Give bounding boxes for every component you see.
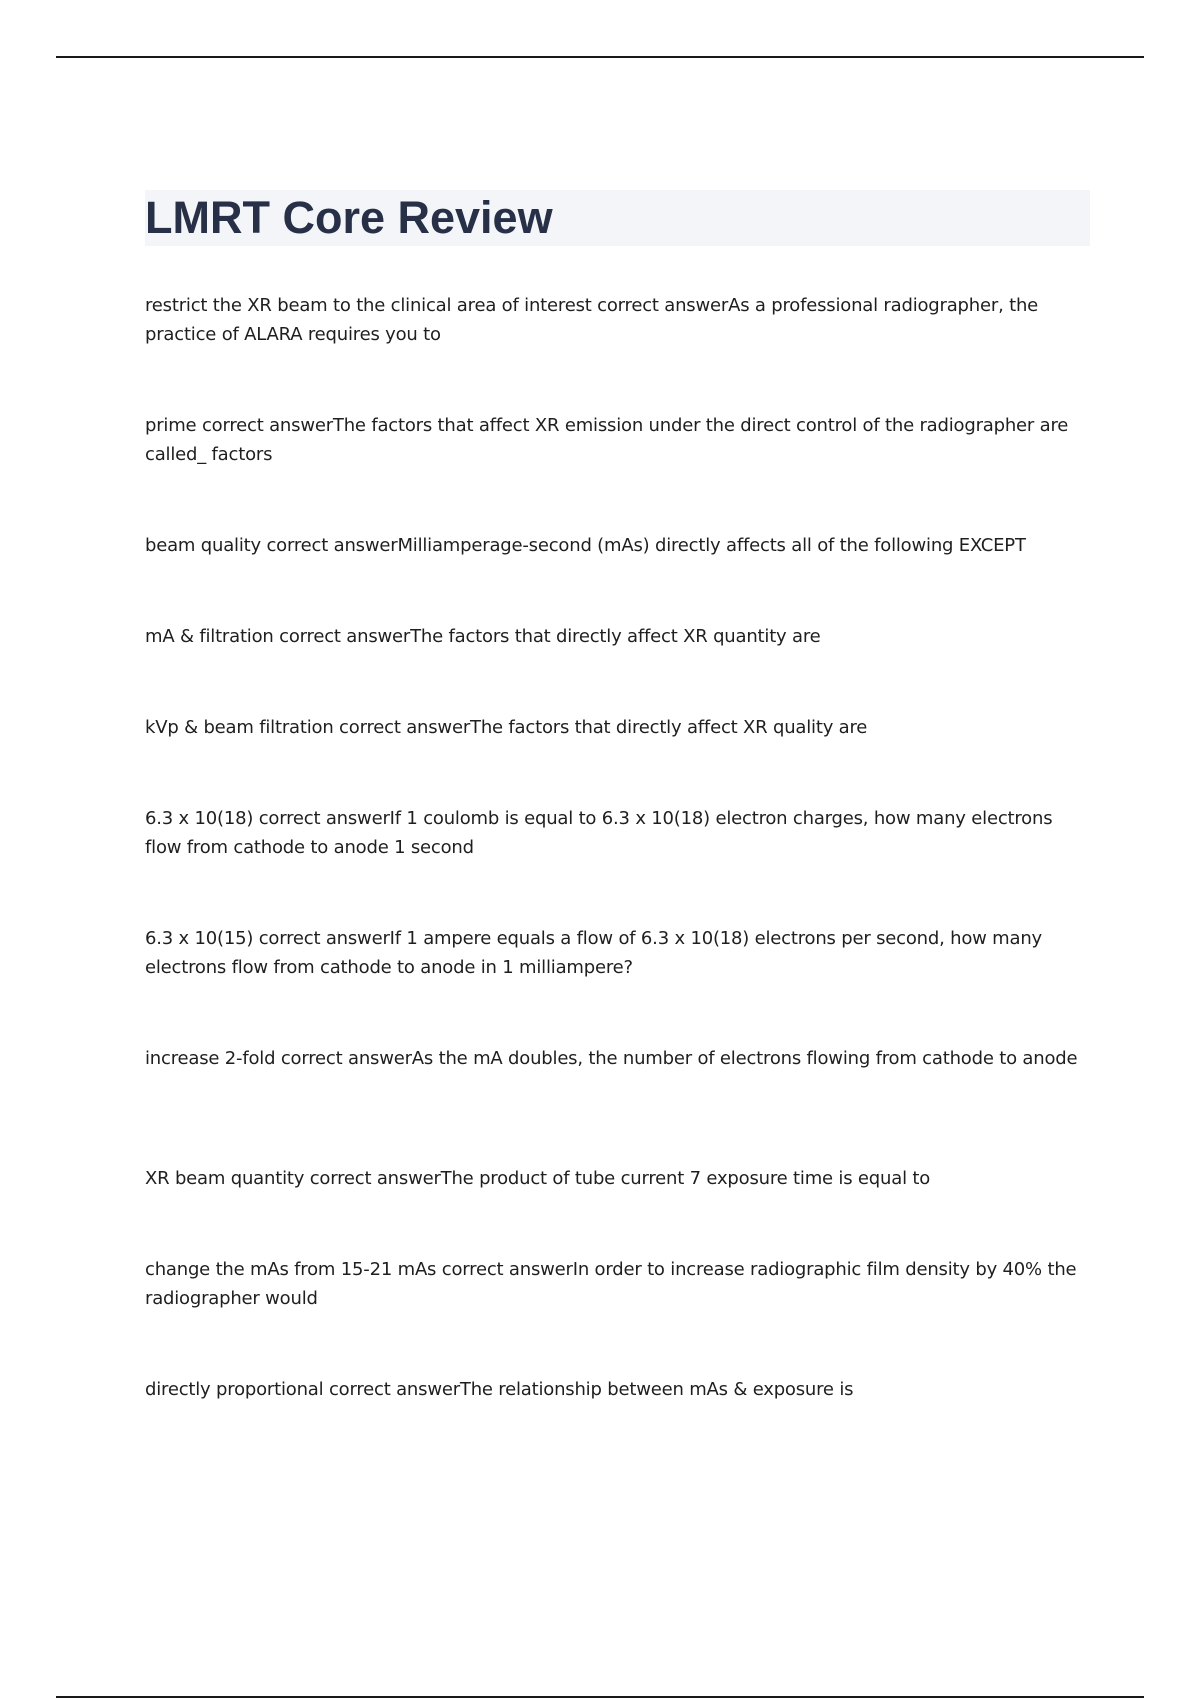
title-band	[145, 190, 1090, 246]
qa-item-4: mA & filtration correct answerThe factors that directly affect XR quantity are	[145, 626, 821, 647]
header-rule	[56, 56, 1144, 58]
qa-item-10: change the mAs from 15-21 mAs correct answerIn order to increase radiographic film density by 40% the radiographer would	[145, 1259, 1077, 1309]
qa-item-6: 6.3 x 10(18) correct answerIf 1 coulomb is equal to 6.3 x 10(18) electron charges, how many electrons flow from cathode to anode 1 second	[145, 808, 1053, 858]
qa-item-1: restrict the XR beam to the clinical area of interest correct answerAs a professional radiographer, the practice of ALARA requires you to	[145, 295, 1039, 345]
qa-item-2: prime correct answerThe factors that affect XR emission under the direct control of the radiographer are called_ factors	[145, 415, 1069, 465]
qa-item-7: 6.3 x 10(15) correct answerIf 1 ampere equals a flow of 6.3 x 10(18) electrons per second, how many electrons flow from cathode to anode in 1 milliampere?	[145, 928, 1042, 978]
qa-item-11: directly proportional correct answerThe relationship between mAs & exposure is	[145, 1379, 854, 1400]
footer-rule	[56, 1696, 1144, 1698]
qa-item-3: beam quality correct answerMilliamperage-second (mAs) directly affects all of the following EXCEPT	[145, 535, 1026, 556]
qa-item-8: increase 2-fold correct answerAs the mA doubles, the number of electrons flowing from cathode to anode	[145, 1048, 1078, 1069]
qa-item-5: kVp & beam filtration correct answerThe factors that directly affect XR quality are	[145, 717, 868, 738]
page-title: LMRT Core Review	[145, 192, 553, 243]
qa-item-9: XR beam quantity correct answerThe product of tube current 7 exposure time is equal to	[145, 1168, 931, 1189]
